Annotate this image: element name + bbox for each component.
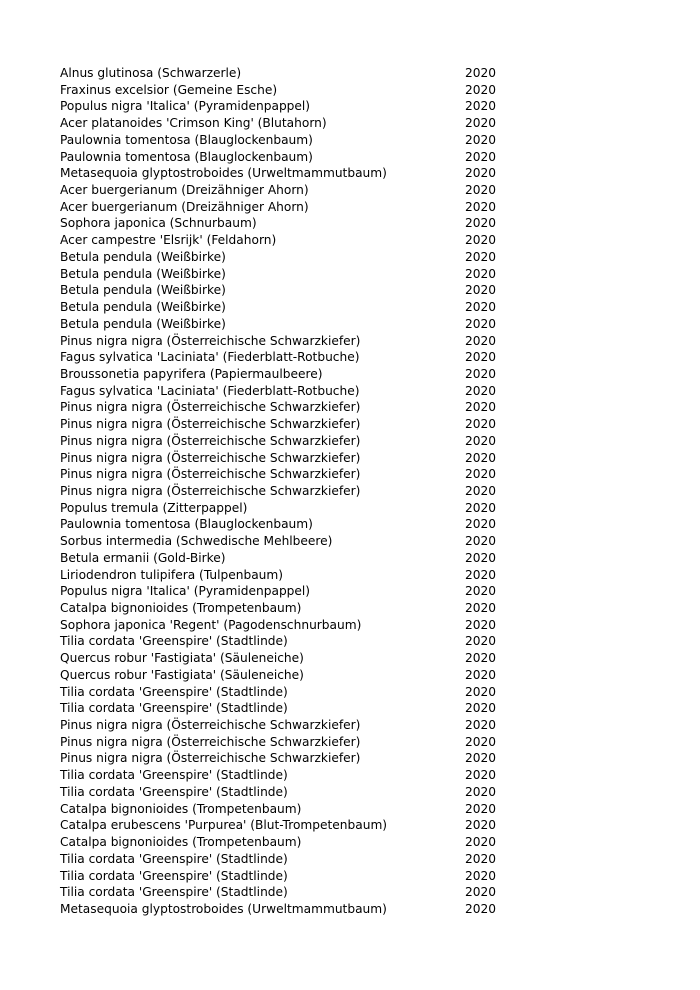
tree-species-name: Betula pendula (Weißbirke) [60, 249, 226, 264]
planting-year: 2020 [465, 417, 497, 432]
table-row [60, 483, 510, 500]
table-row [60, 567, 510, 584]
planting-year: 2020 [465, 885, 497, 900]
tree-species-name: Catalpa bignonioides (Trompetenbaum) [60, 801, 302, 816]
table-row [60, 65, 510, 82]
planting-year: 2020 [465, 500, 497, 515]
table-row [60, 82, 510, 99]
table-row [60, 132, 510, 149]
planting-year: 2020 [465, 216, 497, 231]
tree-species-name: Catalpa bignonioides (Trompetenbaum) [60, 835, 302, 850]
planting-year: 2020 [465, 651, 497, 666]
planting-year: 2020 [465, 851, 497, 866]
table-row [60, 149, 510, 166]
planting-year: 2020 [465, 483, 497, 498]
planting-year: 2020 [465, 818, 497, 833]
table-row [60, 433, 510, 450]
table-row [60, 784, 510, 801]
table-row [60, 282, 510, 299]
table-row [60, 98, 510, 115]
table-row [60, 767, 510, 784]
planting-year: 2020 [465, 567, 497, 582]
tree-species-name: Populus tremula (Zitterpappel) [60, 500, 248, 515]
tree-species-name: Liriodendron tulipifera (Tulpenbaum) [60, 567, 284, 582]
planting-year: 2020 [465, 82, 497, 97]
planting-year: 2020 [465, 199, 497, 214]
table-row [60, 550, 510, 567]
planting-year: 2020 [465, 99, 497, 114]
tree-species-name: Acer buergerianum (Dreizähniger Ahorn) [60, 199, 309, 214]
table-row [60, 316, 510, 333]
tree-species-name: Paulownia tomentosa (Blauglockenbaum) [60, 132, 313, 147]
planting-year: 2020 [465, 249, 497, 264]
tree-species-name: Tilia cordata 'Greenspire' (Stadtlinde) [60, 851, 288, 866]
table-row [60, 533, 510, 550]
planting-year: 2020 [465, 450, 497, 465]
planting-year: 2020 [465, 283, 497, 298]
tree-species-name: Catalpa erubescens 'Purpurea' (Blut-Trompetenbaum) [60, 818, 388, 833]
planting-year: 2020 [465, 467, 497, 482]
tree-species-name: Tilia cordata 'Greenspire' (Stadtlinde) [60, 868, 288, 883]
planting-year: 2020 [465, 701, 497, 716]
tree-species-name: Metasequoia glyptostroboides (Urweltmammutbaum) [60, 166, 387, 181]
tree-species-name: Pinus nigra nigra (Österreichische Schwarzkiefer) [60, 483, 361, 498]
table-row [60, 817, 510, 834]
tree-species-name: Pinus nigra nigra (Österreichische Schwarzkiefer) [60, 333, 361, 348]
tree-species-name: Fraxinus excelsior (Gemeine Esche) [60, 82, 278, 97]
table-row [60, 366, 510, 383]
tree-species-name: Pinus nigra nigra (Österreichische Schwarzkiefer) [60, 718, 361, 733]
table-row [60, 851, 510, 868]
planting-year: 2020 [465, 684, 497, 699]
table-row [60, 684, 510, 701]
planting-year: 2020 [465, 601, 497, 615]
tree-species-name: Pinus nigra nigra (Österreichische Schwarzkiefer) [60, 450, 361, 465]
tree-species-name: Betula pendula (Weißbirke) [60, 266, 226, 281]
tree-species-name: Acer campestre 'Elsrijk' (Feldahorn) [60, 233, 277, 248]
tree-list [60, 65, 510, 918]
table-row [60, 115, 510, 132]
planting-year: 2020 [465, 517, 497, 532]
planting-year: 2020 [465, 751, 497, 766]
planting-year: 2020 [465, 768, 497, 783]
table-row [60, 884, 510, 901]
table-row [60, 834, 510, 851]
planting-year: 2020 [465, 233, 497, 248]
table-row [60, 299, 510, 316]
tree-species-name: Sorbus intermedia (Schwedische Mehlbeere) [60, 534, 333, 549]
table-row [60, 750, 510, 767]
tree-species-name: Tilia cordata 'Greenspire' (Stadtlinde) [60, 784, 288, 799]
planting-year: 2020 [465, 316, 497, 331]
table-row [60, 801, 510, 818]
planting-year: 2020 [465, 183, 497, 198]
table-row [60, 700, 510, 717]
planting-year: 2020 [465, 550, 497, 565]
table-row [60, 232, 510, 249]
tree-species-name: Paulownia tomentosa (Blauglockenbaum) [60, 517, 313, 532]
table-row [60, 583, 510, 600]
tree-species-name: Fagus sylvatica 'Laciniata' (Fiederblatt-Rotbuche) [60, 350, 360, 365]
planting-year: 2020 [465, 266, 497, 281]
table-row [60, 633, 510, 650]
table-row [60, 650, 510, 667]
table-row [60, 450, 510, 467]
tree-species-name: Tilia cordata 'Greenspire' (Stadtlinde) [60, 701, 288, 716]
tree-species-name: Tilia cordata 'Greenspire' (Stadtlinde) [60, 634, 288, 649]
planting-year: 2020 [465, 784, 497, 799]
planting-year: 2020 [465, 634, 497, 649]
tree-species-name: Paulownia tomentosa (Blauglockenbaum) [60, 149, 313, 164]
tree-species-name: Populus nigra 'Italica' (Pyramidenpappel) [60, 99, 311, 114]
planting-year: 2020 [465, 801, 497, 816]
table-row [60, 717, 510, 734]
tree-species-name: Sophora japonica (Schnurbaum) [60, 216, 257, 231]
tree-species-name: Pinus nigra nigra (Österreichische Schwarzkiefer) [60, 400, 361, 415]
planting-year: 2020 [465, 300, 497, 315]
planting-year: 2020 [465, 366, 497, 381]
table-row [60, 349, 510, 366]
tree-species-name: Betula ermanii (Gold-Birke) [60, 550, 226, 565]
tree-species-name: Pinus nigra nigra (Österreichische Schwarzkiefer) [60, 467, 361, 482]
planting-year: 2020 [465, 166, 497, 181]
planting-year: 2020 [465, 584, 497, 599]
tree-species-name: Broussonetia papyrifera (Papiermaulbeere) [60, 366, 323, 381]
tree-species-name: Catalpa bignonioides (Trompetenbaum) [60, 601, 302, 615]
table-row [60, 667, 510, 684]
planting-year: 2020 [465, 901, 497, 916]
planting-year: 2020 [465, 617, 497, 632]
table-row [60, 215, 510, 232]
planting-year: 2020 [465, 149, 497, 164]
planting-year: 2020 [465, 383, 497, 398]
planting-year: 2020 [465, 734, 497, 749]
tree-species-name: Fagus sylvatica 'Laciniata' (Fiederblatt-Rotbuche) [60, 383, 360, 398]
table-row [60, 416, 510, 433]
planting-year: 2020 [465, 835, 497, 850]
table-row [60, 182, 510, 199]
tree-species-name: Betula pendula (Weißbirke) [60, 283, 226, 298]
tree-species-name: Tilia cordata 'Greenspire' (Stadtlinde) [60, 768, 288, 783]
table-row [60, 383, 510, 400]
tree-species-name: Tilia cordata 'Greenspire' (Stadtlinde) [60, 684, 288, 699]
table-row [60, 249, 510, 266]
planting-year: 2020 [465, 350, 497, 365]
tree-species-name: Quercus robur 'Fastigiata' (Säuleneiche) [60, 667, 304, 682]
table-row [60, 199, 510, 216]
tree-species-name: Pinus nigra nigra (Österreichische Schwarzkiefer) [60, 417, 361, 432]
tree-species-name: Populus nigra 'Italica' (Pyramidenpappel) [60, 584, 311, 599]
table-row [60, 399, 510, 416]
table-row [60, 466, 510, 483]
table-row [60, 165, 510, 182]
planting-year: 2020 [465, 116, 497, 131]
table-row [60, 500, 510, 517]
tree-species-name: Pinus nigra nigra (Österreichische Schwarzkiefer) [60, 433, 361, 448]
table-row [60, 617, 510, 634]
planting-year: 2020 [465, 667, 497, 682]
tree-species-name: Acer platanoides 'Crimson King' (Blutahorn) [60, 116, 327, 131]
tree-species-name: Alnus glutinosa (Schwarzerle) [60, 66, 242, 80]
planting-year: 2020 [465, 132, 497, 147]
planting-year: 2020 [465, 66, 497, 80]
tree-species-name: Betula pendula (Weißbirke) [60, 316, 226, 331]
tree-species-name: Pinus nigra nigra (Österreichische Schwarzkiefer) [60, 734, 361, 749]
tree-species-name: Tilia cordata 'Greenspire' (Stadtlinde) [60, 885, 288, 900]
planting-year: 2020 [465, 333, 497, 348]
table-row [60, 516, 510, 533]
tree-species-name: Betula pendula (Weißbirke) [60, 300, 226, 315]
tree-species-name: Acer buergerianum (Dreizähniger Ahorn) [60, 183, 309, 198]
table-row [60, 901, 510, 918]
planting-year: 2020 [465, 718, 497, 733]
planting-year: 2020 [465, 534, 497, 549]
planting-year: 2020 [465, 400, 497, 415]
table-row [60, 333, 510, 350]
table-row [60, 868, 510, 885]
planting-year: 2020 [465, 868, 497, 883]
table-row [60, 600, 510, 617]
planting-year: 2020 [465, 433, 497, 448]
tree-species-name: Pinus nigra nigra (Österreichische Schwarzkiefer) [60, 751, 361, 766]
tree-species-name: Metasequoia glyptostroboides (Urweltmammutbaum) [60, 901, 387, 916]
tree-species-name: Quercus robur 'Fastigiata' (Säuleneiche) [60, 651, 304, 666]
table-row [60, 734, 510, 751]
tree-species-name: Sophora japonica 'Regent' (Pagodenschnurbaum) [60, 617, 362, 632]
table-row [60, 266, 510, 283]
